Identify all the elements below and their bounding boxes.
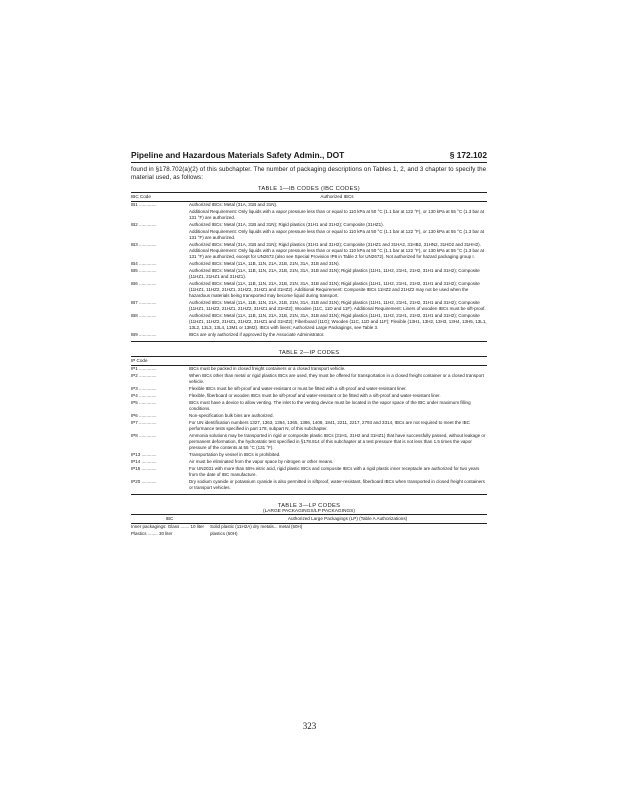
row-code: Plastics ........ 30 liter [131, 531, 173, 536]
table1-title: TABLE 1—IB CODES (IBC CODES) [257, 186, 361, 192]
row-code: IB2 .............. [131, 222, 157, 227]
row-text: Authorized IBCs: Metal (31A, 31B and 31N); Rigid plastics (31H1 and 31H2); Composite (31HZ1 and 31HA2, 31HB2, 31HN2, 31HD2 and 31HH2). Additional Requirement: Only liquids with a vapor pressure less than or equal to 110 kPa at 50 °C (1.1 bar at 122 °F), or 130 kPa at 55 °C (1.3 bar at 131 °F) are authorized, except for UN2672 (also see Special Provision IP8 in Table 2 for UN2672). Not authorized for hazard packaging group I. [189, 242, 484, 259]
table-row [131, 393, 487, 400]
row-text: Flexible IBCs must be sift-proof and water-resistant or must be fitted with a sift-proof and water-resistant liner. [189, 386, 407, 391]
table1-bottom-rule [131, 341, 487, 342]
row-code: IP6 .............. [131, 413, 157, 418]
table2-bottom-rule [131, 494, 487, 495]
table-row [131, 222, 487, 229]
table-row [131, 531, 487, 538]
table-row [131, 386, 487, 393]
row-text: Non-specification bulk bins are authorized. [189, 413, 274, 418]
row-code: IB1 .............. [131, 202, 157, 207]
table2 [131, 356, 487, 492]
row-text: Additional Requirement: Only liquids with a vapor pressure less than or equal to 110 kPa at 50 °C (1.1 bar at 122 °F), or 130 kPa at 55 °C (1.3 bar at 131 °F) are authorized. [189, 209, 484, 220]
row-text: When IBCs other than metal or rigid plastics IBCs are used, they must be offered for transportation in a closed freight container or a closed transport vehicle. [189, 373, 484, 384]
row-text: Authorized IBCs: Metal (11A, 11B, 11N, 21A, 21B, 21N, 31A, 31B and 31N); Rigid plastics (11H1, 11H2, 21H1, 21H2, 31H1 and 31H2); Composite (11HZ1, 11HZ2, 21HZ1, 21HZ2, 31HZ1 and 31HZ2); Fiberboard (11G); Wooden (11C, 11D and 11F); Flexible (13H1, 13H2, 13H3, 13H4, 13H5, 13L1, 13L2, 13L3, 13L4, 13M1 or 13M2). IBCs with liners; Authorized Large Packagings, see Table 3. [189, 313, 487, 330]
row-code: IP4 .............. [131, 393, 157, 398]
row-text: IBCs must have a device to allow venting. The inlet to the venting device must be located in the vapor space of the IBC under maximum filling conditions. [189, 400, 471, 411]
row-code: IP3 .............. [131, 386, 157, 391]
row-code: IP14 ............ [131, 459, 157, 464]
table-row [131, 373, 487, 386]
document-page [131, 150, 487, 538]
table-row [131, 413, 487, 420]
table-row [131, 366, 487, 374]
table3-col-code: IBC [131, 515, 208, 524]
table-row [131, 433, 487, 452]
row-code: IP15 ............ [131, 466, 157, 471]
table1 [131, 192, 487, 339]
row-text: IBCs must be packed in closed freight containers or a closed transport vehicle. [189, 366, 346, 371]
table1-body [131, 202, 487, 340]
row-text: For UN2031 with more than 55% nitric acid, rigid plastic IBCs and composite IBCs with a rigid plastic inner receptacle are authorized for two years from the date of IBC manufacture. [189, 466, 480, 477]
table2-col-code: IP Code [131, 357, 187, 366]
table-row [131, 466, 487, 479]
row-code: IB5 .............. [131, 268, 157, 273]
header-title: Pipeline and Hazardous Materials Safety Admin., DOT [131, 150, 345, 160]
row-code: Inner packagings: Glass ....... 10 liter [131, 524, 205, 529]
table-row [131, 281, 487, 300]
table-row [131, 452, 487, 459]
row-text: For UN identification numbers 1327, 1363, 1364, 1365, 1386, 1408, 1841, 2211, 2217, 2793 and 3314, IBCs are not required to meet the IBC performance tests specified in part 178, subpart N, of this subchapter. [189, 420, 470, 431]
table-row [131, 209, 487, 222]
row-text: Additional Requirement: Only liquids with a vapor pressure less than or equal to 110 kPa at 50 °C (1.1 bar at 122 °F), or 130 kPa at 55 °C (1.3 bar at 131 °F) are authorized. [189, 229, 484, 240]
table1-col-code: IBC Code [131, 193, 187, 202]
table-row [131, 313, 487, 332]
table2-title: TABLE 2—IP CODES [278, 350, 340, 356]
row-text: Authorized IBCs: Metal (31A, 31B and 31N). [189, 202, 278, 207]
row-text: Authorized IBCs: Metal (11A, 11B, 11N, 21A, 21B, 21N, 31A, 31B and 31N); Rigid plastics (11H1, 11H2, 21H1, 21H2, 31H1 and 31H2); Composite (11HZ1, 11HZ2, 21HZ1, 21HZ2, 31HZ1 and 31HZ2); Wooden (11C, 11D and 11F). Additional Requirement: Liners of wooden IBCs must be sift-proof. [189, 300, 486, 311]
table-row [131, 268, 487, 281]
row-code: IB9 .............. [131, 332, 157, 337]
row-code: IP13 ............ [131, 452, 157, 457]
row-code: IB6 .............. [131, 281, 157, 286]
table3-title: TABLE 3—LP CODES [277, 503, 341, 509]
table2-body [131, 366, 487, 493]
row-code: IP5 .............. [131, 400, 157, 405]
intro-paragraph: found in §178.702(a)(2) of this subchapter. The number of packaging descriptions on Tables 1, 2, and 3 chapter to specify the material used, as follows: [131, 166, 487, 181]
row-code: IB7 .............. [131, 300, 157, 305]
table-row [131, 332, 487, 339]
table-row [131, 229, 487, 242]
row-text: Solid plastic (11H2A) dry metals... metal (50H) [210, 524, 303, 529]
row-code: IP1 .............. [131, 366, 157, 371]
table3-body [131, 524, 487, 539]
table-row [131, 261, 487, 268]
running-header [131, 150, 487, 163]
table3-col-text: Authorized Large Packagings (LP) (Table A Authorizations) [208, 515, 487, 524]
table3 [131, 514, 487, 538]
row-code: IP7 .............. [131, 420, 157, 425]
row-code: IP20 ............ [131, 479, 157, 484]
row-text: Dry sodium cyanide or potassium cyanide is also permitted in siftproof, water-resistant, fiberboard IBCs when transported in closed freight containers or transport vehicles. [189, 479, 485, 490]
table-row [131, 242, 487, 261]
row-code: IB8 .............. [131, 313, 157, 318]
table-row [131, 420, 487, 433]
row-code: IP2 .............. [131, 373, 157, 378]
row-code [131, 209, 187, 222]
table-row [131, 479, 487, 492]
table-row [131, 524, 487, 532]
row-text: Authorized IBCs: Metal (11A, 11B, 11N, 21A, 21B, 21N, 31A, 31B and 31N); Rigid plastics (11H1, 11H2, 21H1, 21H2, 31H1 and 31H2); Composite (11HZ1, 11HZ2, 21HZ1, 21HZ2, 31HZ1 and 31HZ2). Additional Requirement: Composite IBCs 11HZ2 and 21HZ2 may not be used when the hazardous materials being transported may become liquid during transport. [189, 281, 480, 298]
table3-subtitle: (LARGE PACKAGINGS/LP PACKAGINGS) [263, 509, 355, 514]
row-text: Authorized IBCs: Metal (31A, 31B and 31N); Rigid plastics (31H1 and 31H2); Composite (31HZ1). [189, 222, 384, 227]
header-section: § 172.102 [449, 150, 487, 160]
row-text: Air must be eliminated from the vapor space by nitrogen or other means. [189, 459, 334, 464]
row-text: Flexible, fiberboard or wooden IBCs must be sift-proof and water-resistant or be fitted with a sift-proof and water-resistant liner. [189, 393, 441, 398]
table2-col-text [187, 357, 487, 366]
table-row [131, 202, 487, 210]
page-number: 323 [302, 721, 317, 731]
table-row [131, 459, 487, 466]
row-code: IP8 .............. [131, 433, 157, 438]
row-text: Authorized IBCs: Metal (11A, 11B, 11N, 21A, 21B, 21N, 31A, 31B and 31N). [189, 261, 340, 266]
row-code [131, 229, 187, 242]
table-row [131, 400, 487, 413]
row-code: IB3 .............. [131, 242, 157, 247]
row-text: IBCs are only authorized if approved by the Associate Administrator. [189, 332, 325, 337]
row-text: plastics (50H) [210, 531, 238, 536]
row-text: Authorized IBCs: Metal (11A, 11B, 11N, 21A, 21B, 21N, 31A, 31B and 31N); Rigid plastics (11H1, 11H2, 21H1, 21H2, 31H1 and 31H2); Composite (11HZ1, 21HZ1 and 31HZ1). [189, 268, 480, 279]
table1-col-auth: Authorized IBCs [187, 193, 487, 202]
row-text: Transportation by vessel in IBCs is prohibited. [189, 452, 281, 457]
row-text: Ammonia solutions may be transported in rigid or composite plastic IBCs (31H1, 31H2 and 31HZ1) that have successfully passed, without leakage or permanent deformation, the hydrostatic test specified in §178.814 of this subchapter at a test pressure that is not less than 1.5 times the vapor pressure of the contents at 55 °C (131 °F). [189, 433, 486, 450]
row-code: IB4 .............. [131, 261, 157, 266]
table-row [131, 300, 487, 313]
